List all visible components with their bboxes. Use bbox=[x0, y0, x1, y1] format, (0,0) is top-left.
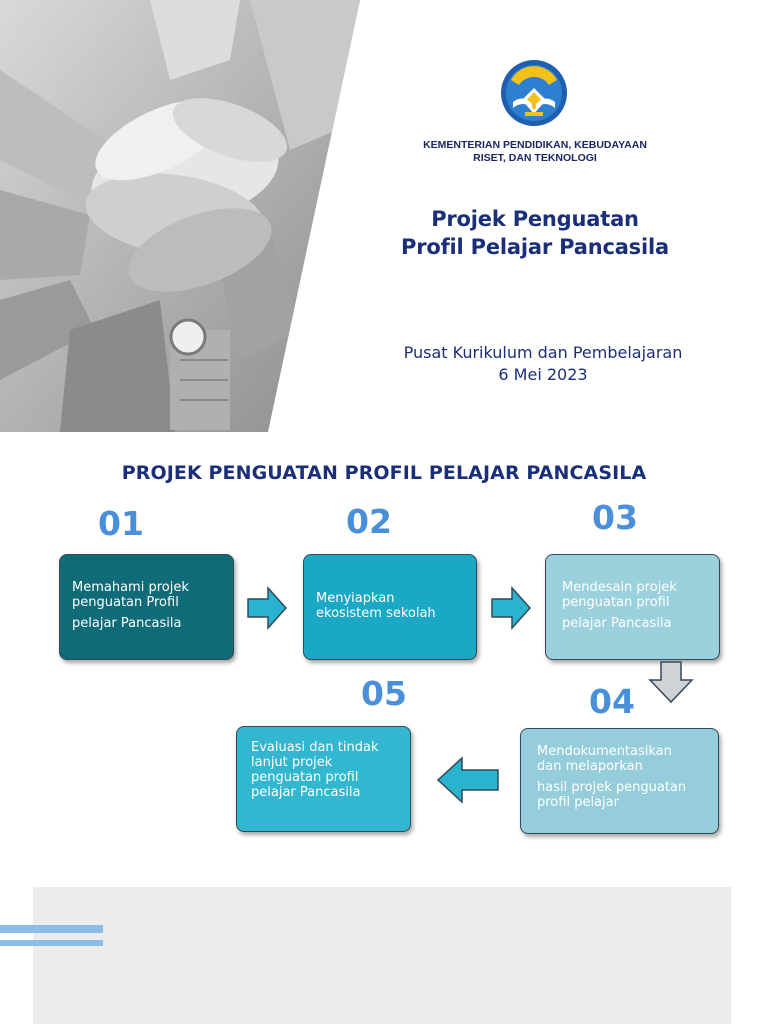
step-text: Evaluasi dan tindak bbox=[251, 740, 379, 755]
decorative-stripe bbox=[0, 940, 103, 946]
ministry-line-1: KEMENTERIAN PENDIDIKAN, KEBUDAYAAN bbox=[423, 139, 647, 151]
step-text: pelajar Pancasila bbox=[72, 616, 182, 631]
step-text: Menyiapkan bbox=[316, 591, 395, 606]
cover-slide bbox=[0, 0, 768, 432]
flow-title: PROJEK PENGUATAN PROFIL PELAJAR PANCASILA bbox=[121, 462, 647, 484]
decorative-stripe bbox=[0, 925, 103, 933]
step-number-03: 03 bbox=[592, 498, 638, 537]
ministry-logo bbox=[499, 58, 569, 128]
ministry-name bbox=[385, 139, 685, 165]
flow-slide bbox=[0, 432, 768, 864]
step-box-03 bbox=[545, 554, 720, 660]
arrow-right-icon bbox=[246, 586, 288, 630]
step-text: pelajar Pancasila bbox=[562, 616, 672, 631]
arrow-right-icon bbox=[490, 586, 532, 630]
arrow-left-icon bbox=[436, 756, 500, 804]
step-number-05: 05 bbox=[361, 674, 407, 713]
ministry-line-2: RISET, DAN TEKNOLOGI bbox=[473, 152, 597, 164]
step-text: penguatan profil bbox=[562, 595, 670, 610]
step-number-02: 02 bbox=[346, 502, 392, 541]
cover-title-line-1: Projek Penguatan bbox=[431, 207, 639, 231]
cover-title bbox=[370, 205, 700, 261]
arrow-down-icon bbox=[648, 660, 694, 704]
step-box-01 bbox=[59, 554, 234, 660]
step-box-04 bbox=[520, 728, 719, 834]
organizer-name: Pusat Kurikulum dan Pembelajaran bbox=[403, 343, 683, 362]
step-text: dan melaporkan bbox=[537, 759, 643, 774]
cover-title-line-2: Profil Pelajar Pancasila bbox=[401, 235, 669, 259]
step-number-04: 04 bbox=[589, 682, 635, 721]
step-text: hasil projek penguatan bbox=[537, 780, 687, 795]
stacked-hands-photo bbox=[0, 0, 360, 432]
presentation-date: 6 Mei 2023 bbox=[498, 365, 588, 384]
step-text: pelajar Pancasila bbox=[251, 785, 361, 800]
step-text: ekosistem sekolah bbox=[316, 606, 436, 621]
step-box-02 bbox=[303, 554, 477, 660]
step-text: profil pelajar bbox=[537, 795, 619, 810]
step-text: penguatan Profil bbox=[72, 595, 179, 610]
step-text: Mendesain projek bbox=[562, 580, 677, 595]
step-text: penguatan profil bbox=[251, 770, 359, 785]
next-slide-panel bbox=[33, 887, 731, 1024]
step-text: lanjut projek bbox=[251, 755, 333, 770]
cover-subtitle bbox=[358, 342, 728, 386]
step-text: Memahami projek bbox=[72, 580, 189, 595]
step-text: Mendokumentasikan bbox=[537, 744, 672, 759]
step-number-01: 01 bbox=[98, 504, 144, 543]
step-box-05 bbox=[236, 726, 411, 832]
